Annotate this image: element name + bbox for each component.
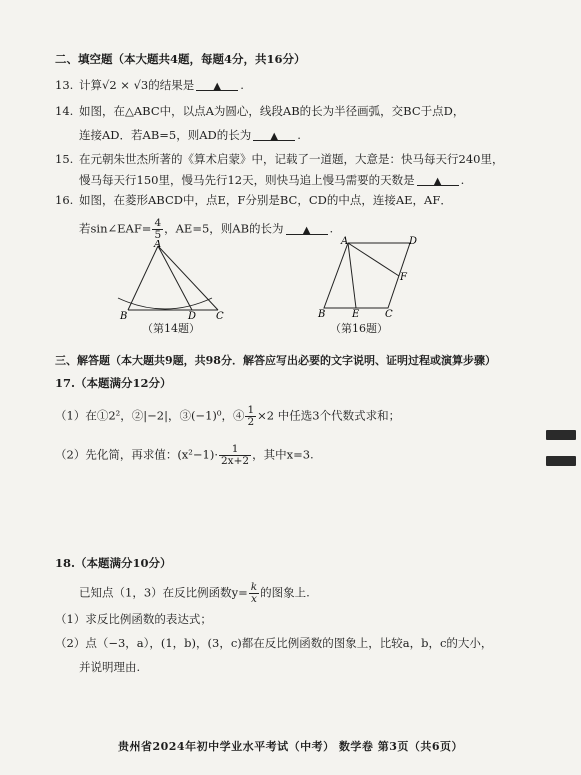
question-17-part-1: （1）在①2²，②|−2|，③(−1)⁰，④ $\frac{1}{2}$ ×2 中任选3个代数式求和；	[55, 404, 401, 428]
edge-tab-mark	[546, 456, 576, 466]
label-D: D	[188, 311, 197, 320]
section-2-heading: 二、填空题（本大题共4题，每题4分，共16分）	[55, 52, 306, 66]
fraction: $\frac{4}{5}$	[154, 217, 162, 241]
segment-AD	[158, 246, 192, 310]
figure-14-diagram	[110, 240, 245, 320]
segment-AC	[158, 246, 218, 310]
label-D: D	[409, 236, 418, 247]
label-C: C	[216, 311, 224, 320]
label-A: A	[341, 236, 349, 247]
question-17-title: 17.（本题满分12分）	[55, 376, 172, 390]
label-B: B	[120, 311, 128, 320]
answer-blank: ▲	[417, 173, 459, 186]
question-14-line-2: 连接AD．若AB=5，则AD的长为 ▲ .	[79, 128, 301, 142]
question-18-title: 18.（本题满分10分）	[55, 556, 172, 570]
segment-AE	[348, 243, 356, 308]
segment-AB	[128, 246, 158, 310]
question-18-part-2-continued: 并说明理由.	[79, 660, 141, 674]
label-A: A	[154, 240, 162, 250]
question-18-intro: 已知点（1，3）在反比例函数y= $\frac{k}{x}$ 的图象上.	[79, 581, 310, 605]
answer-blank: ▲	[286, 222, 328, 235]
math-expression: √2 × √3	[102, 78, 149, 92]
label-E: E	[352, 309, 360, 318]
figure-16-caption: （第16题）	[330, 322, 388, 335]
question-15-line-2: 慢马每天行150里，慢马先行12天，则快马追上慢马需要的天数是 ▲ .	[79, 173, 465, 187]
question-number: 16.	[55, 193, 74, 207]
question-16-line-2: 若sin∠EAF= $\frac{4}{5}$ ，AE=5，则AB的长为 ▲ .	[79, 217, 334, 241]
label-F: F	[400, 272, 407, 283]
question-18-part-1: （1）求反比例函数的表达式；	[55, 612, 212, 626]
figure-16-diagram	[312, 236, 427, 318]
arc	[118, 298, 212, 309]
question-13: 13. 计算√2 × √3的结果是 ▲ .	[55, 78, 244, 92]
question-14-line-1: 14. 如图，在△ABC中，以点A为圆心，线段AB的长为半径画弧，交BC于点D，	[55, 104, 465, 118]
question-number: 13.	[55, 78, 74, 92]
fraction: $\frac{1}{2}$	[247, 404, 255, 428]
question-number: 15.	[55, 152, 74, 166]
answer-blank: ▲	[253, 128, 295, 141]
answer-blank: ▲	[196, 78, 238, 91]
question-16-line-1: 16. 如图，在菱形ABCD中，点E，F分别是BC，CD的中点，连接AE，AF．	[55, 193, 452, 207]
label-B: B	[318, 309, 326, 318]
label-C: C	[385, 309, 393, 318]
rhombus-ABCD	[324, 243, 410, 308]
segment-AF	[348, 243, 399, 276]
edge-tab-mark	[546, 430, 576, 440]
question-18-part-2: （2）点（−3，a），(1，b)，(3，c)都在反比例函数的图象上，比较a，b，c的大小，	[55, 636, 493, 650]
question-17-part-2: （2）先化简，再求值：(x²−1)· $\frac{1}{2x+2}$ ，其中x=3.	[55, 443, 314, 467]
question-number: 14.	[55, 104, 74, 118]
fraction: $\frac{k}{x}$	[250, 581, 258, 605]
fraction: $\frac{1}{2x+2}$	[221, 443, 250, 467]
page-footer: 贵州省2024年初中学业水平考试（中考） 数学卷 第3页（共6页）	[117, 740, 464, 753]
question-15-line-1: 15. 在元朝朱世杰所著的《算术启蒙》中，记载了一道题，大意是：快马每天行240里，	[55, 152, 504, 166]
figure-14-caption: （第14题）	[142, 322, 200, 335]
section-3-heading: 三、解答题（本大题共9题，共98分．解答应写出必要的文字说明、证明过程或演算步骤）	[55, 354, 496, 367]
